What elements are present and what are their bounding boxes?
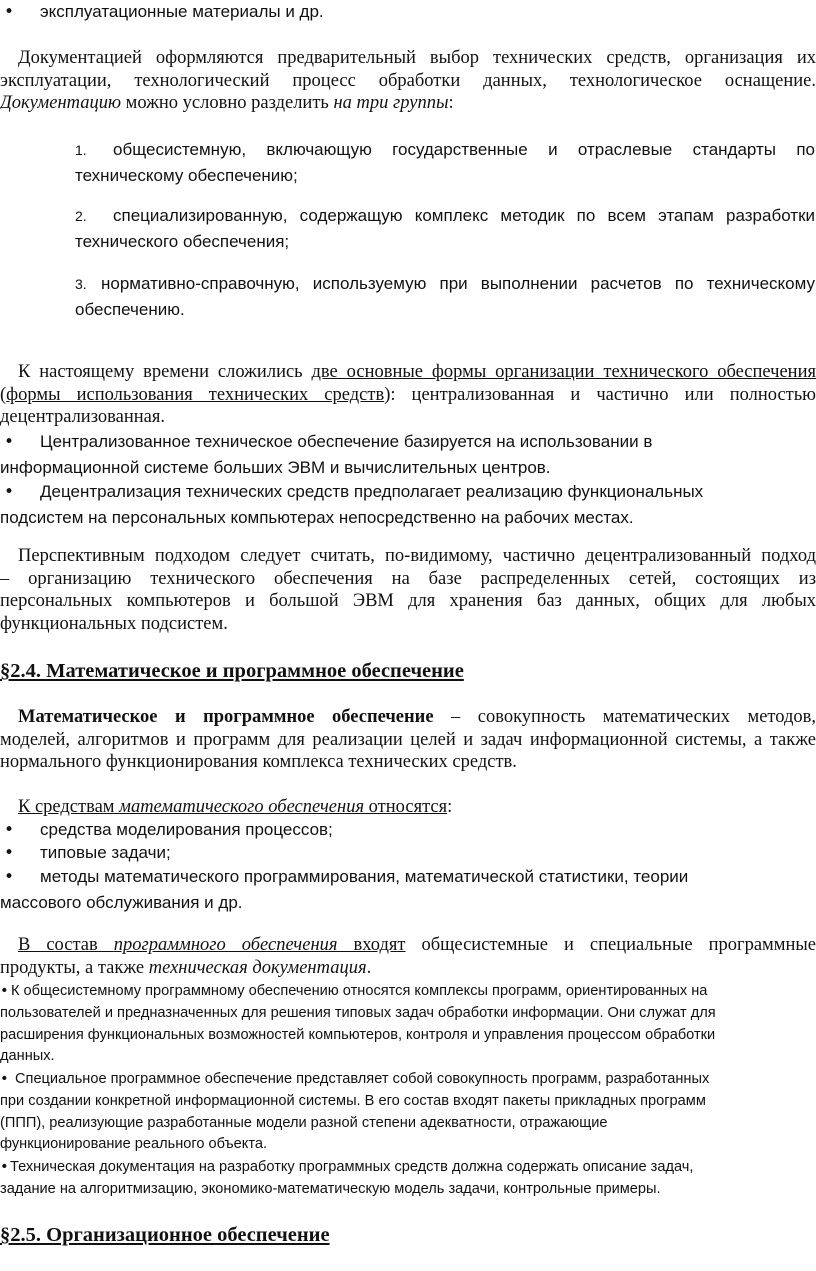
bullet-icon: • (0, 982, 9, 999)
bullet-icon: • (0, 1070, 9, 1087)
section-heading: §2.5. Организационное обеспечение (0, 1224, 330, 1246)
paragraph-forms: К настоящему времени сложились две основные формы организации технического обеспечения (формы использования технических средств): централизованная и частично или полностью децентрализованная. (0, 362, 816, 427)
bullet-icon: • (4, 843, 15, 863)
list-item: • средства моделирования процессов; (0, 817, 816, 843)
list-item: • типовые задачи; (0, 840, 816, 866)
bullet-icon: • (4, 2, 15, 22)
bullet-icon: • (4, 432, 15, 452)
paragraph-definition: Математическое и программное обеспечение – совокупность математических методов, моделей, алгоритмов и программ для реализации целей и задач информационной системы, а также нормального функционирования комплекса технических средств. (0, 707, 816, 772)
list-item: •Техническая документация на разработку программных средств должна содержать описание задач, задание на алгоритмизацию, экономико-математическую модель задачи, контрольные примеры. (0, 1158, 694, 1197)
paragraph-software: В состав программного обеспечения входят общесистемные и специальные программные продукты, а также техническая документация. (0, 935, 816, 978)
bullet-icon: • (4, 820, 15, 840)
paragraph-documentation: Документацией оформляются предварительный выбор технических средств, организация их эксплуатации, технологический процесс обработки данных, технологическое оснащение. Документацию можно условно разделить на три группы: (0, 48, 816, 113)
list-item: • Децентрализация технических средств предполагает реализацию функциональных подсистем на персональных компьютерах непосредственно на рабочих местах. (0, 482, 704, 527)
bullet-icon: • (4, 482, 15, 502)
bullet-icon: • (4, 867, 15, 887)
section-heading: §2.4. Математическое и программное обеспечение (0, 660, 464, 682)
paragraph-approach: Перспективным подходом следует считать, по-видимому, частично децентрализованный подход – организацию технического обеспечения на базе распределенных сетей, состоящих из персональных компьютеров и большой ЭВМ для хранения баз данных, общих для любых функциональных подсистем. (0, 546, 816, 634)
numbered-list-item: 2. специализированную, содержащую комплекс методик по всем этапам разработки технического обеспечения; (75, 206, 815, 251)
list-item: • методы математического программирования, математической статистики, теории массового обслуживания и др. (0, 867, 689, 912)
numbered-list-item: 1. общесистемную, включающую государственные и отраслевые стандарты по техническому обеспечению; (75, 140, 815, 185)
list-item: • Централизованное техническое обеспечение базируется на использовании в информационной системе больших ЭВМ и вычислительных центров. (0, 432, 653, 477)
list-item: • Специальное программное обеспечение представляет собой совокупность программ, разработанных при создании конкретной информационной системы. В его состав входят пакеты прикладных программ (ППП), реализующие разработанные модели разной степени адекватности, отражающие функционирование реального объекта. (0, 1070, 710, 1153)
numbered-list-item: 3. нормативно-справочную, используемую при выполнении расчетов по техническому обеспечению. (75, 274, 815, 319)
list-item: • К общесистемному программному обеспечению относятся комплексы программ, ориентированных на пользователей и предназначенных для решения типовых задач обработки информации. Они служат для расширения функциональных возможностей компьютеров, контроля и управления процессом обработки данных. (0, 982, 716, 1065)
paragraph-math-means: К средствам математического обеспечения относятся: (18, 797, 453, 817)
bullet-icon: • (0, 1158, 9, 1175)
list-item: • эксплуатационные материалы и др. (0, 0, 816, 25)
